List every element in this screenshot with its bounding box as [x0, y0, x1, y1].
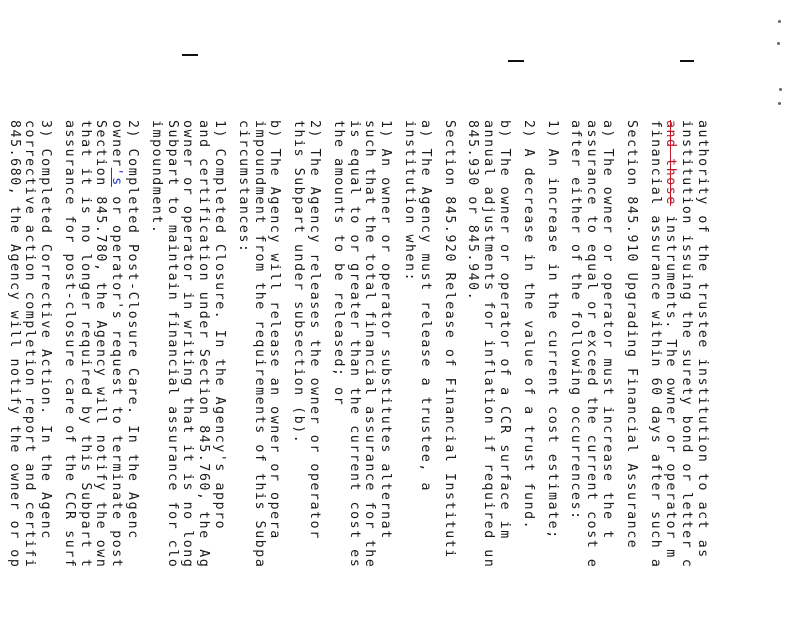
- text-line: [195, 120, 211, 618]
- cursor-highlighted-text: 's: [109, 167, 125, 187]
- line-text: assurance for post-closure care of the CCR surf: [61, 120, 77, 569]
- line-text: circumstances:: [235, 120, 251, 254]
- paragraph-gap: [433, 120, 441, 618]
- text-line: [417, 120, 433, 618]
- text-line: [496, 120, 512, 618]
- text-line: [346, 120, 362, 618]
- margin-dash-mark: [680, 60, 694, 62]
- paragraph-gap: [457, 120, 465, 618]
- text-line: [520, 120, 536, 618]
- line-text: after either of the following occurrences:: [568, 120, 584, 521]
- paragraph-gap: [393, 120, 401, 618]
- line-text: is equal to or greater than the current cost es: [346, 120, 362, 569]
- line-text: 2) Completed Post-Closure Care. In the Agenc: [125, 120, 141, 540]
- line-text: Section 845.920 Release of Financial Instituti: [441, 120, 457, 559]
- text-line: [544, 120, 560, 618]
- line-text: 845.930 or 845.940.: [465, 120, 481, 302]
- text-line: [124, 120, 140, 618]
- paragraph-gap: [512, 120, 520, 618]
- scan-speck: [778, 102, 781, 105]
- text-line: [568, 120, 584, 618]
- paragraph-gap: [282, 120, 290, 618]
- text-line: [77, 120, 93, 618]
- text-line: [180, 120, 196, 618]
- text-line: [148, 120, 164, 618]
- scan-speck: [779, 88, 782, 91]
- text-line: [623, 120, 639, 618]
- text-line: [267, 120, 283, 618]
- line-text: 3) Completed Corrective Action. In the Agenc: [38, 120, 54, 540]
- line-text: Subpart to maintain financial assurance for clo: [164, 120, 180, 569]
- paragraph-gap: [639, 120, 647, 618]
- text-line: [306, 120, 322, 618]
- paragraph-gap: [560, 120, 568, 618]
- line-text: b) The owner or operator of a CCR surface im: [497, 120, 513, 540]
- text-line: [362, 120, 378, 618]
- line-text: owner: [109, 120, 125, 168]
- text-line: [235, 120, 251, 618]
- text-line: [599, 120, 615, 618]
- text-line: [109, 120, 125, 618]
- paragraph-gap: [536, 120, 544, 618]
- text-line: [441, 120, 457, 618]
- margin-dash-mark: [182, 54, 198, 56]
- scan-speck: [777, 42, 780, 45]
- text-line: [251, 120, 267, 618]
- paragraph-gap: [322, 120, 330, 618]
- line-text: impoundment from the requirements of this Subpa: [251, 120, 267, 569]
- text-line: [694, 120, 710, 618]
- line-text: Section 845.910 Upgrading Financial Assurance: [623, 120, 639, 550]
- line-text: impoundment.: [148, 120, 164, 235]
- line-text: a) The owner or operator must increase the t: [600, 120, 616, 540]
- paragraph-gap: [227, 120, 235, 618]
- line-text: the amounts to be released; or: [330, 120, 346, 407]
- line-text: 1) An increase in the current cost estimate;: [544, 120, 560, 540]
- text-line: [164, 120, 180, 618]
- line-text: 2) The Agency releases the owner or operator: [307, 120, 323, 540]
- line-text: 845.680, the Agency will notify the owner or op: [6, 120, 22, 569]
- line-text: and certification under Section 845.760, the Ag: [196, 120, 212, 569]
- text-line: [663, 120, 679, 618]
- text-line: [465, 120, 481, 618]
- line-text: 1) An owner or operator substitutes alternat: [378, 120, 394, 540]
- text-line: [377, 120, 393, 618]
- line-text: institution issuing the surety bond or letter c: [679, 120, 695, 569]
- line-text: institution when:: [402, 120, 418, 283]
- text-line: [401, 120, 417, 618]
- rotated-document-text: [6, 120, 710, 618]
- line-text: this Subpart under subsection (b).: [291, 120, 307, 445]
- paragraph-gap: [140, 120, 148, 618]
- text-line: [22, 120, 38, 618]
- line-text: financial assurance within 60 days after such a: [647, 120, 663, 569]
- margin-dash-mark: [508, 60, 524, 62]
- paragraph-gap: [615, 120, 623, 618]
- text-line: [290, 120, 306, 618]
- text-line: [678, 120, 694, 618]
- text-line: [480, 120, 496, 618]
- line-text: 1) Completed Closure. In the Agency's appro: [212, 120, 228, 531]
- line-text: such that the total financial assurance for the: [362, 120, 378, 569]
- text-line: [6, 120, 22, 618]
- line-text: a) The Agency must release a trustee, a: [417, 120, 433, 493]
- text-line: [93, 120, 109, 618]
- text-line: [647, 120, 663, 618]
- line-text: annual adjustments for inflation if required un: [481, 120, 497, 569]
- text-line: [37, 120, 53, 618]
- paragraph-gap: [53, 120, 61, 618]
- line-text: instruments. The owner or operator m: [663, 205, 679, 559]
- text-line: [583, 120, 599, 618]
- line-text: Section 845.780, the Agency will notify the own: [93, 120, 109, 569]
- line-text: 2) A decrease in the value of a trust fund.: [520, 120, 536, 531]
- line-text: or operator's request to terminate post: [109, 186, 125, 569]
- line-text: b) The Agency will release an owner or opera: [267, 120, 283, 540]
- line-text: assurance to equal or exceed the current cost e: [584, 120, 600, 569]
- line-text: owner or operator in writing that it is no long: [180, 120, 196, 569]
- struck-text: and those: [663, 120, 679, 206]
- line-text: that it is no longer required by this Subpart t: [77, 120, 93, 569]
- text-line: [61, 120, 77, 618]
- line-text: corrective action completion report and certifi: [22, 120, 38, 569]
- line-text: authority of the trustee institution to act as: [695, 120, 710, 559]
- scan-speck: [778, 20, 781, 23]
- text-line: [330, 120, 346, 618]
- text-line: [211, 120, 227, 618]
